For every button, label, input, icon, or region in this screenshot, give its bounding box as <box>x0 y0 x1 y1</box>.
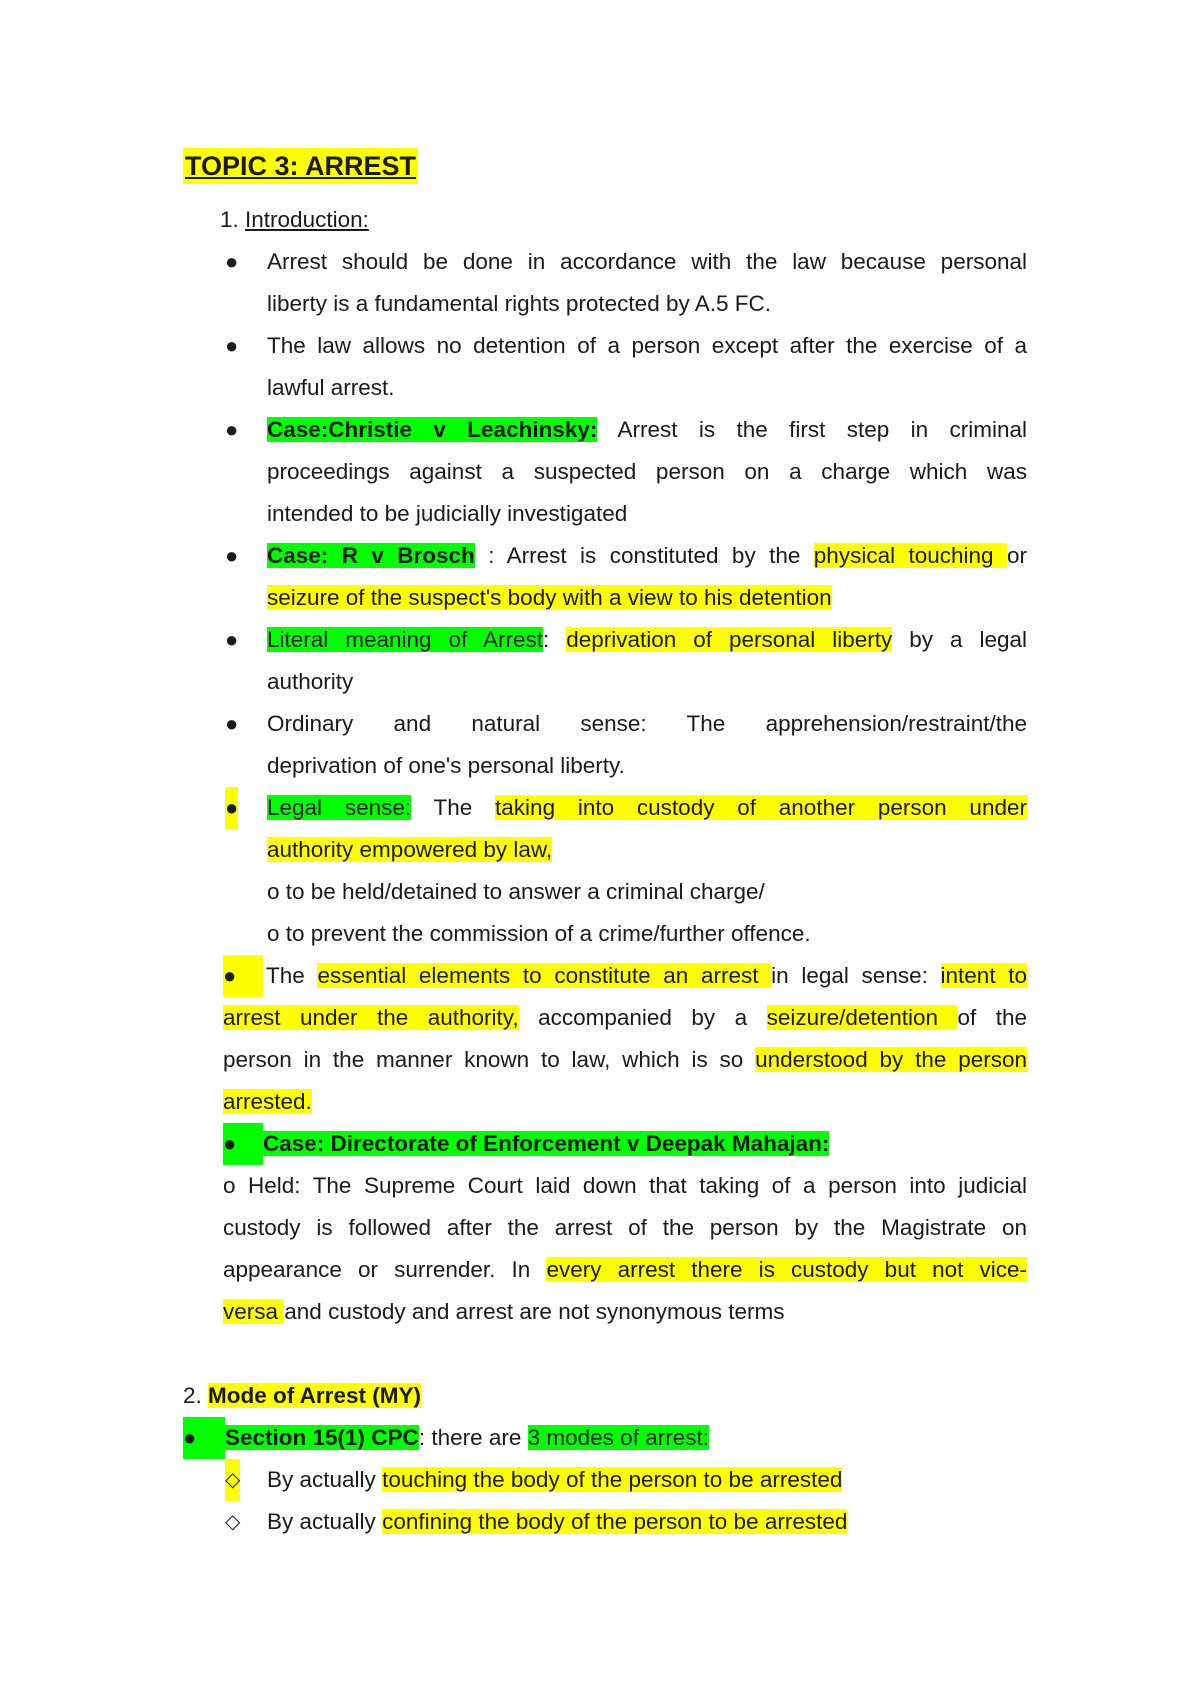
term-highlight: Legal sense: <box>267 795 412 820</box>
bullet-icon: ● <box>225 333 239 358</box>
highlight: intent to <box>940 963 1028 988</box>
case-name: Case: Directorate of Enforcement v Deepak Mahajan: <box>263 1131 830 1156</box>
diamond-icon: ◇ <box>225 1511 241 1533</box>
mode-item: By actually confining the body of the person to be arrested <box>267 1509 848 1534</box>
bullet-icon: ● <box>225 543 239 568</box>
highlight: deprivation of personal liberty <box>566 627 893 652</box>
bullet-text: person in the manner known to law, which is so understood by the person <box>223 1047 1027 1072</box>
bullet-icon: ● <box>225 787 238 829</box>
held-text: appearance or surrender. In every arrest there is custody but not vice- <box>223 1257 1027 1282</box>
highlight: understood by the person <box>755 1047 1027 1072</box>
page-title: TOPIC 3: ARREST <box>183 148 418 184</box>
bullet-text: lawful arrest. <box>267 375 395 400</box>
bullet-icon: ● <box>225 627 239 652</box>
sub-item: o to prevent the commission of a crime/further offence. <box>267 921 811 946</box>
case-name: Case: R v Brosch <box>267 543 475 568</box>
highlight: versa <box>223 1299 285 1324</box>
bullet-icon: ● <box>225 249 239 274</box>
bullet-text <box>223 1081 312 1123</box>
sub-item: o to be held/detained to answer a criminal charge/ <box>267 879 765 904</box>
diamond-icon: ◇ <box>225 1459 240 1501</box>
highlight: arrested. <box>223 1089 312 1114</box>
highlight: essential elements to constitute an arrest <box>317 963 772 988</box>
bullet-icon: ● <box>183 1417 225 1459</box>
bullet-text: Legal sense: The taking into custody of another person under <box>267 795 1027 820</box>
highlight: arrest under the authority, <box>223 1005 519 1030</box>
highlight: every arrest there is custody but not vice- <box>546 1257 1027 1282</box>
bullet-text: Case: R v Brosch : Arrest is constituted by the physical touching or <box>267 543 1027 568</box>
case-name: Case:Christie v Leachinsky: <box>267 417 598 442</box>
bullet-text <box>263 1123 829 1165</box>
bullet-text: authority <box>267 669 354 694</box>
bullet-text: deprivation of one's personal liberty. <box>267 753 625 778</box>
bullet-text: liberty is a fundamental rights protected by A.5 FC. <box>267 291 771 316</box>
bullet-text: The law allows no detention of a person except after the exercise of a <box>267 333 1027 358</box>
highlight: physical touching <box>813 543 1007 568</box>
bullet-text <box>267 577 832 619</box>
held-text: o Held: The Supreme Court laid down that taking of a person into judicial <box>223 1173 1027 1198</box>
mode-item: By actually touching the body of the person to be arrested <box>267 1467 843 1492</box>
bullet-text: Literal meaning of Arrest: deprivation of personal liberty by a legal <box>267 627 1027 652</box>
bullet-text: arrest under the authority, accompanied by a seizure/detention of the <box>223 1005 1027 1030</box>
highlight: authority empowered by law, <box>267 837 553 862</box>
bullet-text: intended to be judicially investigated <box>267 501 628 526</box>
bullet-icon: ● <box>225 711 239 736</box>
highlight: seizure of the suspect's body with a view to his detention <box>267 585 832 610</box>
held-text: custody is followed after the arrest of the person by the Magistrate on <box>223 1215 1027 1240</box>
highlight: touching the body of the person to be arrested <box>382 1467 843 1492</box>
bullet-text: The essential elements to constitute an arrest in legal sense: intent to <box>266 963 1028 988</box>
highlight: seizure/detention <box>766 1005 958 1030</box>
held-text: versa and custody and arrest are not synonymous terms <box>223 1299 785 1324</box>
bullet-text <box>267 829 552 871</box>
bullet-icon: ● <box>225 417 239 442</box>
bullet-text: Section 15(1) CPC: there are 3 modes of arrest: <box>225 1425 709 1450</box>
bullet-text: Ordinary and natural sense: The apprehension/restraint/the <box>267 711 1027 736</box>
section-ref: Section 15(1) CPC <box>225 1425 419 1450</box>
bullet-icon: ● <box>223 955 263 997</box>
section-heading-introduction: 1. Introduction: <box>220 207 369 232</box>
bullet-text: Arrest should be done in accordance with the law because personal <box>267 249 1027 274</box>
bullet-text: Case:Christie v Leachinsky: Arrest is the first step in criminal <box>267 417 1027 442</box>
section-heading-mode-of-arrest: 2. Mode of Arrest (MY) <box>183 1383 421 1408</box>
bullet-text: proceedings against a suspected person on a charge which was <box>267 459 1027 484</box>
bullet-icon: ● <box>223 1123 263 1165</box>
term-highlight: 3 modes of arrest: <box>527 1425 709 1450</box>
term-highlight: Literal meaning of Arrest <box>267 627 544 652</box>
highlight: confining the body of the person to be arrested <box>382 1509 848 1534</box>
highlight: taking into custody of another person under <box>495 795 1027 820</box>
